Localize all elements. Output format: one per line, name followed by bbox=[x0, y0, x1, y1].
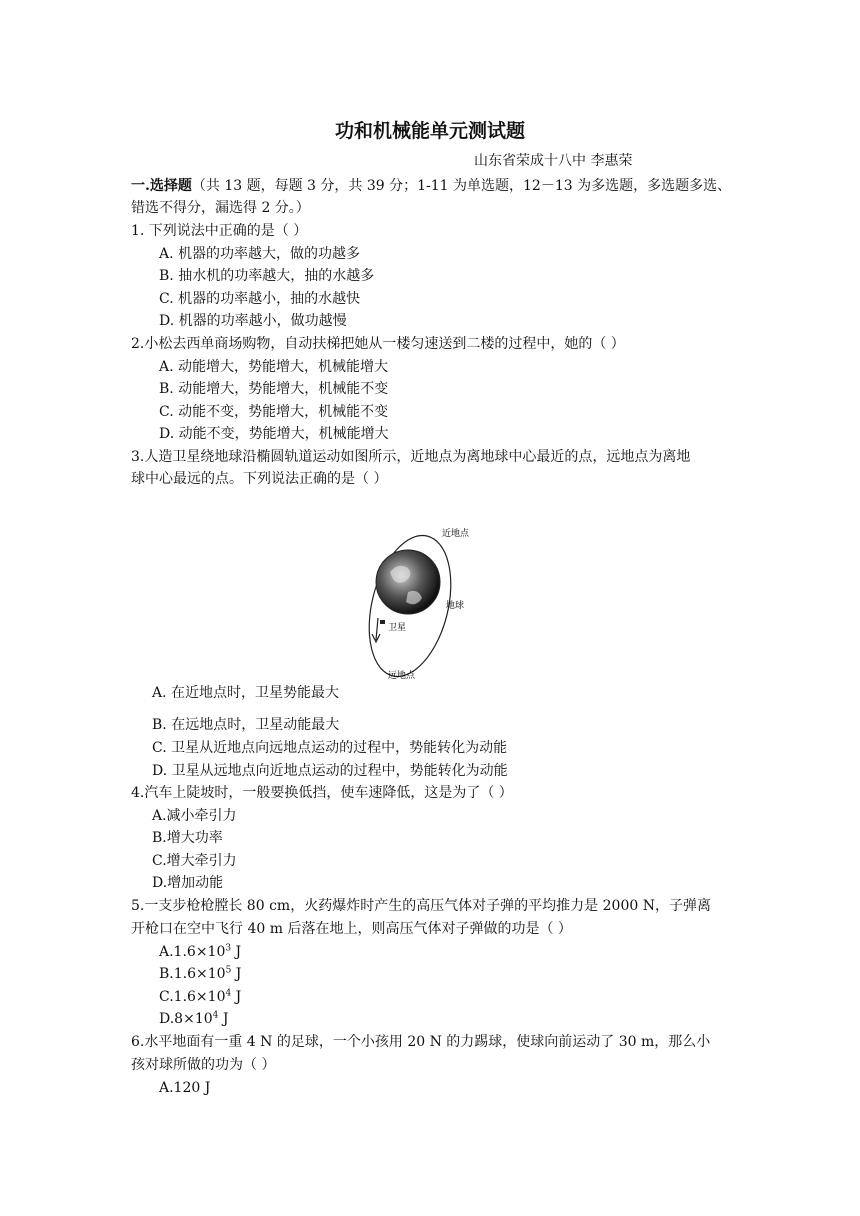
question-5-option-a bbox=[159, 943, 241, 961]
question-6-stem: 6.水平地面有一重 4 N 的足球，一个小孩用 20 N 的力踢球，使球向前运动了 30 m，那么小 bbox=[131, 1034, 711, 1050]
question-6-option-a: A.120 J bbox=[159, 1080, 211, 1096]
option-exponent: 3 bbox=[225, 943, 232, 954]
section-description: （共 13 题，每题 3 分，共 39 分；1-11 为单选题，12－13 为多选题，多选题多选、 bbox=[191, 178, 732, 194]
question-4-option-a: A.减小牵引力 bbox=[152, 808, 237, 824]
question-2-stem: 2.小松去西单商场购物，自动扶梯把她从一楼匀速送到二楼的过程中，她的（ ） bbox=[131, 336, 625, 352]
question-1-stem: 1. 下列说法中正确的是（ ） bbox=[131, 223, 308, 239]
question-3-option-d: D. 卫星从远地点向近地点运动的过程中，势能转化为动能 bbox=[152, 763, 508, 779]
option-text: D.8×10 bbox=[159, 1011, 213, 1027]
question-5-stem-cont: 开枪口在空中飞行 40 m 后落在地上，则高压气体对子弹做的功是（ ） bbox=[131, 921, 572, 937]
question-2-option-c: C. 动能不变，势能增大，机械能不变 bbox=[159, 404, 389, 420]
section-heading: 一.选择题 bbox=[131, 178, 192, 194]
question-1-option-b: B. 抽水机的功率越大，抽的水越多 bbox=[159, 268, 375, 284]
option-exponent: 4 bbox=[225, 988, 232, 999]
near-point-label: 近地点 bbox=[442, 528, 470, 538]
question-4-option-b: B.增大功率 bbox=[152, 830, 223, 846]
question-2-option-a: A. 动能增大，势能增大，机械能增大 bbox=[159, 359, 389, 375]
question-3-stem: 3.人造卫星绕地球沿椭圆轨道运动如图所示，近地点为离地球中心最近的点，远地点为离地 bbox=[131, 449, 691, 465]
question-3-option-b: B. 在远地点时，卫星动能最大 bbox=[152, 717, 340, 733]
section-1-intro bbox=[131, 177, 731, 195]
option-text: A.1.6×10 bbox=[159, 944, 226, 960]
question-1-option-a: A. 机器的功率越大，做的功越多 bbox=[159, 246, 361, 262]
question-3-option-c: C. 卫星从近地点向远地点运动的过程中，势能转化为动能 bbox=[152, 740, 508, 756]
option-exponent: 5 bbox=[225, 965, 232, 976]
question-3-option-a: A. 在近地点时，卫星势能最大 bbox=[152, 685, 340, 701]
question-4-stem: 4.汽车上陡坡时，一般要换低挡，使车速降低，这是为了（ ） bbox=[131, 785, 513, 801]
question-5-stem: 5.一支步枪枪膛长 80 cm，火药爆炸时产生的高压气体对子弹的平均推力是 2000 N，子弹离 bbox=[131, 898, 711, 914]
question-5-option-c bbox=[159, 988, 241, 1006]
option-unit: J bbox=[231, 966, 242, 982]
option-unit: J bbox=[231, 944, 242, 960]
earth-label: 地球 bbox=[446, 600, 465, 610]
page-title: 功和机械能单元测试题 bbox=[334, 120, 525, 142]
satellite-label: 卫星 bbox=[388, 622, 407, 632]
satellite-direction-arrow bbox=[376, 618, 378, 640]
orbit-diagram bbox=[360, 522, 500, 682]
question-5-option-d bbox=[159, 1010, 228, 1028]
far-point-label: 远地点 bbox=[388, 670, 416, 680]
option-unit: J bbox=[218, 1011, 229, 1027]
option-text: C.1.6×10 bbox=[159, 989, 226, 1005]
earth bbox=[376, 550, 440, 614]
question-4-option-d: D.增加动能 bbox=[152, 875, 224, 891]
satellite-orbit-figure bbox=[360, 522, 500, 682]
question-5-option-b bbox=[159, 965, 241, 983]
question-1-option-d: D. 机器的功率越小，做功越慢 bbox=[159, 313, 347, 329]
question-1-option-c: C. 机器的功率越小，抽的水越快 bbox=[159, 291, 361, 307]
satellite bbox=[380, 620, 385, 624]
option-exponent: 4 bbox=[212, 1010, 219, 1021]
section-description-cont: 错选不得分，漏选得 2 分。） bbox=[131, 200, 310, 216]
option-unit: J bbox=[231, 989, 242, 1005]
question-3-stem-cont: 球中心最远的点。下列说法正确的是（ ） bbox=[131, 471, 388, 487]
question-2-option-d: D. 动能不变，势能增大，机械能增大 bbox=[159, 426, 389, 442]
option-text: B.1.6×10 bbox=[159, 966, 226, 982]
question-6-stem-cont: 孩对球所做的功为（ ） bbox=[131, 1057, 276, 1073]
author-line: 山东省荣成十八中 李惠荣 bbox=[474, 153, 633, 169]
question-4-option-c: C.增大牵引力 bbox=[152, 853, 237, 869]
question-2-option-b: B. 动能增大，势能增大，机械能不变 bbox=[159, 381, 389, 397]
